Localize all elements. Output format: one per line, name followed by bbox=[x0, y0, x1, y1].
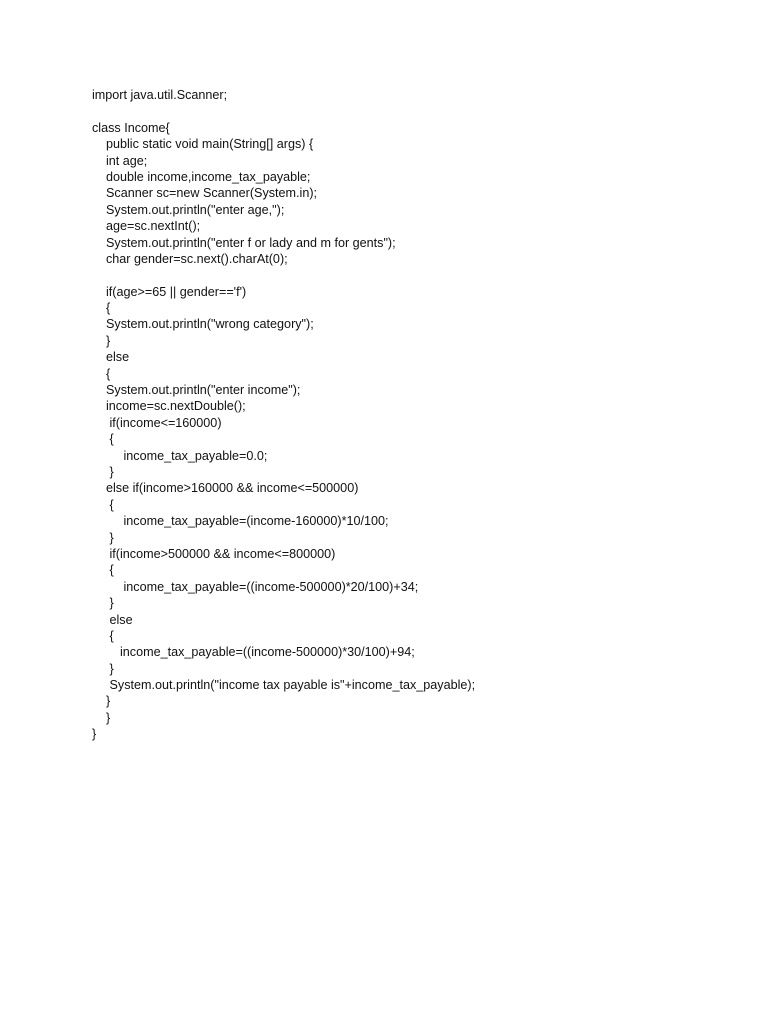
code-line: { bbox=[92, 301, 111, 316]
code-line: } bbox=[92, 464, 114, 479]
code-line: if(income>500000 && income<=800000) bbox=[92, 546, 336, 561]
code-line: else if(income>160000 && income<=500000) bbox=[92, 481, 359, 496]
code-line: income_tax_payable=0.0; bbox=[92, 448, 268, 463]
code-line: import java.util.Scanner; bbox=[92, 88, 228, 102]
code-line: { bbox=[92, 563, 114, 578]
code-line: } bbox=[92, 727, 97, 742]
code-line: { bbox=[92, 497, 114, 512]
code-line: } bbox=[92, 530, 114, 545]
code-line: else bbox=[92, 612, 133, 627]
code-line: income_tax_payable=((income-500000)*30/100)+94; bbox=[92, 645, 415, 660]
code-line: income=sc.nextDouble(); bbox=[92, 399, 246, 414]
code-line: age=sc.nextInt(); bbox=[92, 219, 201, 234]
code-line: { bbox=[92, 628, 114, 643]
code-line: { bbox=[92, 432, 114, 447]
code-line: if(income<=160000) bbox=[92, 415, 222, 430]
code-line: } bbox=[92, 333, 111, 348]
code-line: income_tax_payable=((income-500000)*20/100)+34; bbox=[92, 579, 419, 594]
code-line: System.out.println("income tax payable is"+income_tax_payable); bbox=[92, 678, 476, 693]
code-line: } bbox=[92, 661, 114, 676]
code-line: System.out.println("enter f or lady and m for gents"); bbox=[92, 235, 396, 250]
code-line: } bbox=[92, 710, 111, 725]
code-line: System.out.println("enter age,"); bbox=[92, 202, 285, 217]
code-line: int age; bbox=[92, 153, 148, 168]
code-line: System.out.println("wrong category"); bbox=[92, 317, 314, 332]
code-line: { bbox=[92, 366, 111, 381]
code-line: } bbox=[92, 596, 114, 611]
code-line: public static void main(String[] args) { bbox=[92, 137, 314, 152]
code-line: System.out.println("enter income"); bbox=[92, 383, 301, 398]
code-line: } bbox=[92, 694, 111, 709]
code-line: class Income{ bbox=[92, 120, 170, 135]
code-line: else bbox=[92, 350, 130, 365]
code-line bbox=[92, 103, 475, 119]
code-line: if(age>=65 || gender=='f') bbox=[92, 284, 247, 299]
code-line: Scanner sc=new Scanner(System.in); bbox=[92, 186, 318, 201]
code-line: double income,income_tax_payable; bbox=[92, 169, 311, 184]
java-code-listing bbox=[92, 87, 475, 743]
code-line: income_tax_payable=(income-160000)*10/100; bbox=[92, 514, 389, 529]
code-line bbox=[92, 267, 475, 283]
code-line: char gender=sc.next().charAt(0); bbox=[92, 251, 288, 266]
